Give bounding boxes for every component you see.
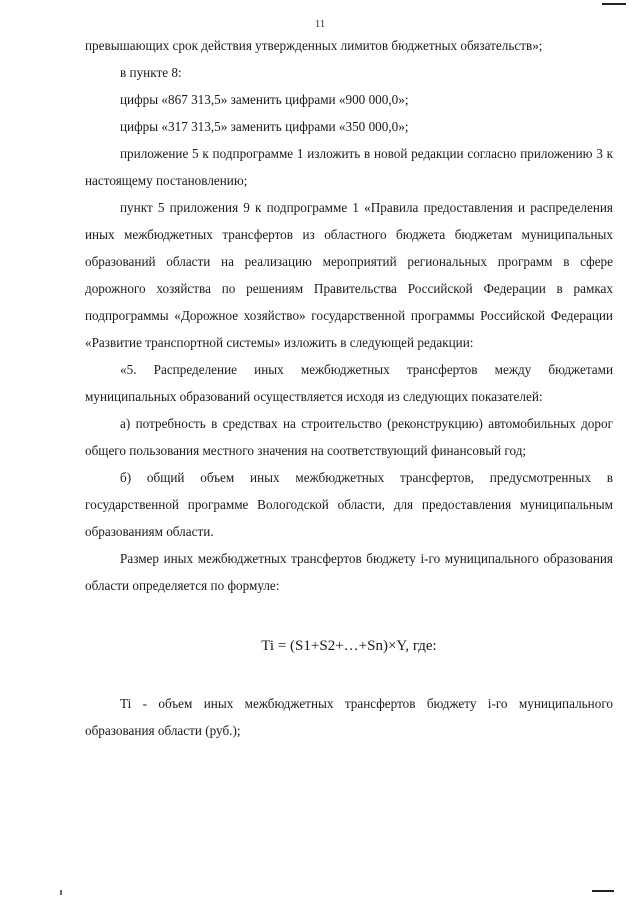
paragraph-item-b: б) общий объем иных межбюджетных трансфертов, предусмотренных в государственной программе Вологодской области, для предоставления муниципальным образованиям области.: [85, 470, 613, 539]
paragraph-point-5-appendix-9: пункт 5 приложения 9 к подпрограмме 1 «Правила предоставления и распределения иных межбюджетных трансфертов из областного бюджета бюджетам муниципальных образований области на реализацию мероприятий региональных программ в сфере дорожного хозяйства по решениям Правительства Российской Федерации в рамках подпрограммы «Дорожное хозяйство» государственной программы Российской Федерации «Развитие транспортной системы» изложить в следующей редакции:: [85, 200, 613, 350]
paragraph-figures-2: цифры «317 313,5» заменить цифрами «350 000,0»;: [120, 119, 409, 134]
formula: Ti = (S1+S2+…+Sn)×Y, где:: [261, 638, 437, 654]
document-body: [85, 32, 613, 744]
paragraph-distribution: «5. Распределение иных межбюджетных трансфертов между бюджетами муниципальных образований осуществляется исходя из следующих показателей:: [85, 362, 613, 404]
paragraph-point-8: в пункте 8:: [120, 65, 182, 80]
paragraph-item-a: а) потребность в средствах на строительство (реконструкцию) автомобильных дорог общего пользования местного значения на соответствующий финансовый год;: [85, 416, 613, 458]
paragraph-definition-ti: Ti - объем иных межбюджетных трансфертов бюджету i-го муниципального образования области (руб.);: [85, 696, 613, 738]
scan-corner-mark-bottom: [592, 890, 614, 895]
scan-corner-mark-top: [602, 0, 626, 5]
paragraph-figures-1: цифры «867 313,5» заменить цифрами «900 000,0»;: [120, 92, 409, 107]
paragraph-continuation: превышающих срок действия утвержденных лимитов бюджетных обязательств»;: [85, 38, 543, 53]
page-number: 11: [314, 18, 326, 30]
paragraph-formula-intro: Размер иных межбюджетных трансфертов бюджету i-го муниципального образования области определяется по формуле:: [85, 551, 613, 593]
scan-mark-left: [60, 890, 62, 895]
paragraph-appendix-5: приложение 5 к подпрограмме 1 изложить в новой редакции согласно приложению 3 к настоящему постановлению;: [85, 146, 613, 188]
